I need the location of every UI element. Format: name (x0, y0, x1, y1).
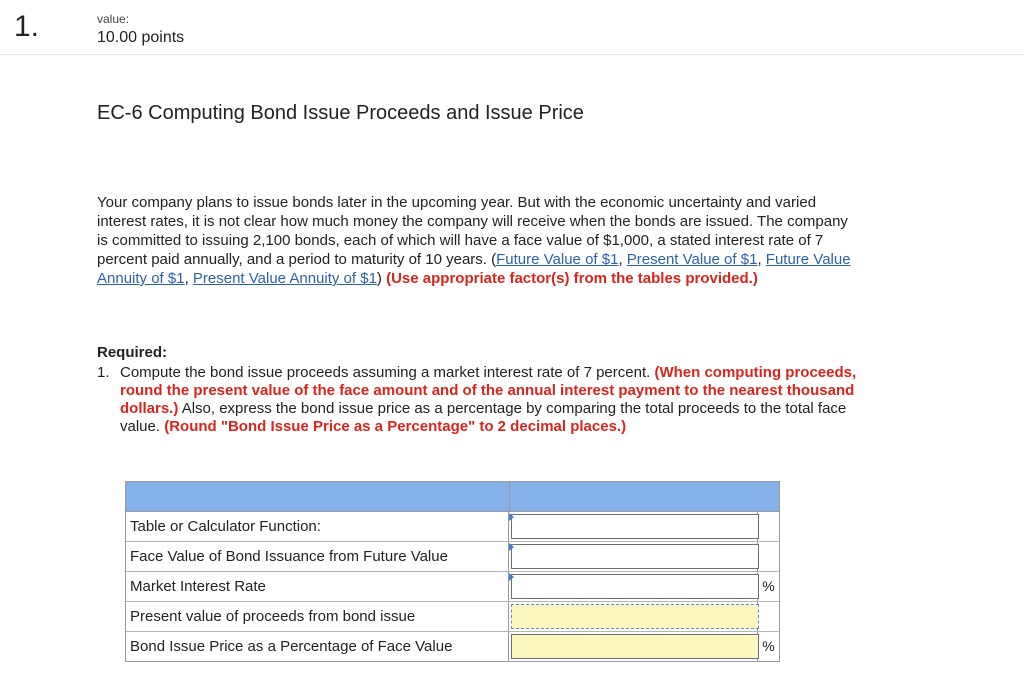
link-present-value[interactable]: Present Value of $1 (626, 251, 758, 268)
cell-marker-icon (509, 513, 514, 521)
unit-suffix (757, 542, 779, 571)
unit-suffix (757, 602, 779, 631)
table-row (126, 631, 779, 661)
percent-suffix: % (757, 572, 779, 601)
problem-title: EC-6 Computing Bond Issue Proceeds and Issue Price (97, 102, 584, 124)
present-value-proceeds-input[interactable] (511, 604, 759, 629)
table-header-row (126, 482, 779, 512)
link-future-value[interactable]: Future Value of $1 (496, 251, 619, 268)
required-item-text: Compute the bond issue proceeds assuming a market interest rate of 7 percent. (When computing proceeds, round the present value of the face amount and of the annual interest payment to the nearest thousand dollars.) Also, express the bond issue price as a percentage by comparing the total proceeds to the total face value. (Round "Bond Issue Price as a Percentage" to 2 decimal places.) (120, 364, 857, 435)
intro-text: Your company plans to issue bonds later in the upcoming year. But with the economic uncertainty and varied interest rates, it is not clear how much money the company will receive when the bonds are issued. The company is committed to issuing 2,100 bonds, each of which will have a face value of $1,000, a stated interest rate of 7 percent paid annually, and a period to maturity of 10 years. ( (97, 194, 848, 268)
answer-table (125, 481, 780, 662)
required-item-number: 1. (97, 364, 110, 381)
cell-marker-icon (509, 543, 514, 551)
link-future-value-annuity[interactable]: Future Value Annuity of $1 (97, 251, 851, 287)
unit-suffix (757, 512, 779, 541)
table-header-cell (126, 482, 510, 511)
value-label: value: (97, 12, 130, 26)
link-present-value-annuity[interactable]: Present Value Annuity of $1 (192, 270, 377, 287)
question-number: 1. (14, 10, 40, 43)
row-label: Present value of proceeds from bond issue (126, 602, 509, 631)
answer-cell (509, 512, 757, 541)
table-row (126, 512, 779, 541)
issue-price-percentage-input[interactable] (511, 634, 759, 659)
header-divider (0, 54, 1024, 55)
intro-note: (Use appropriate factor(s) from the tables provided.) (386, 270, 758, 287)
required-section (97, 344, 857, 436)
cell-marker-icon (509, 573, 514, 581)
problem-intro: Your company plans to issue bonds later in the upcoming year. But with the economic uncertainty and varied interest rates, it is not clear how much money the company will receive when the bonds are issued. The company is committed to issuing 2,100 bonds, each of which will have a face value of $1,000, a stated interest rate of 7 percent paid annually, and a period to maturity of 10 years. (Future Value of $1, Present Value of $1, Future Value Annuity of $1, Present Value Annuity of $1) (Use appropriate factor(s) from the tables provided.) (97, 194, 851, 287)
row-label: Face Value of Bond Issuance from Future Value (126, 542, 509, 571)
answer-cell (509, 542, 757, 571)
table-row (126, 601, 779, 631)
answer-cell (509, 632, 757, 661)
answer-cell (509, 572, 757, 601)
table-header-cell (510, 482, 779, 511)
row-label: Bond Issue Price as a Percentage of Face Value (126, 632, 509, 661)
required-item (97, 364, 857, 436)
answer-cell (509, 602, 757, 631)
points-value: 10.00 points (97, 29, 185, 46)
market-rate-input[interactable] (511, 574, 759, 599)
row-label: Table or Calculator Function: (126, 512, 509, 541)
table-row (126, 541, 779, 571)
face-value-input[interactable] (511, 544, 759, 569)
percent-suffix: % (757, 632, 779, 661)
table-row (126, 571, 779, 601)
table-function-input[interactable] (511, 514, 759, 539)
required-heading: Required: (97, 344, 168, 361)
row-label: Market Interest Rate (126, 572, 509, 601)
